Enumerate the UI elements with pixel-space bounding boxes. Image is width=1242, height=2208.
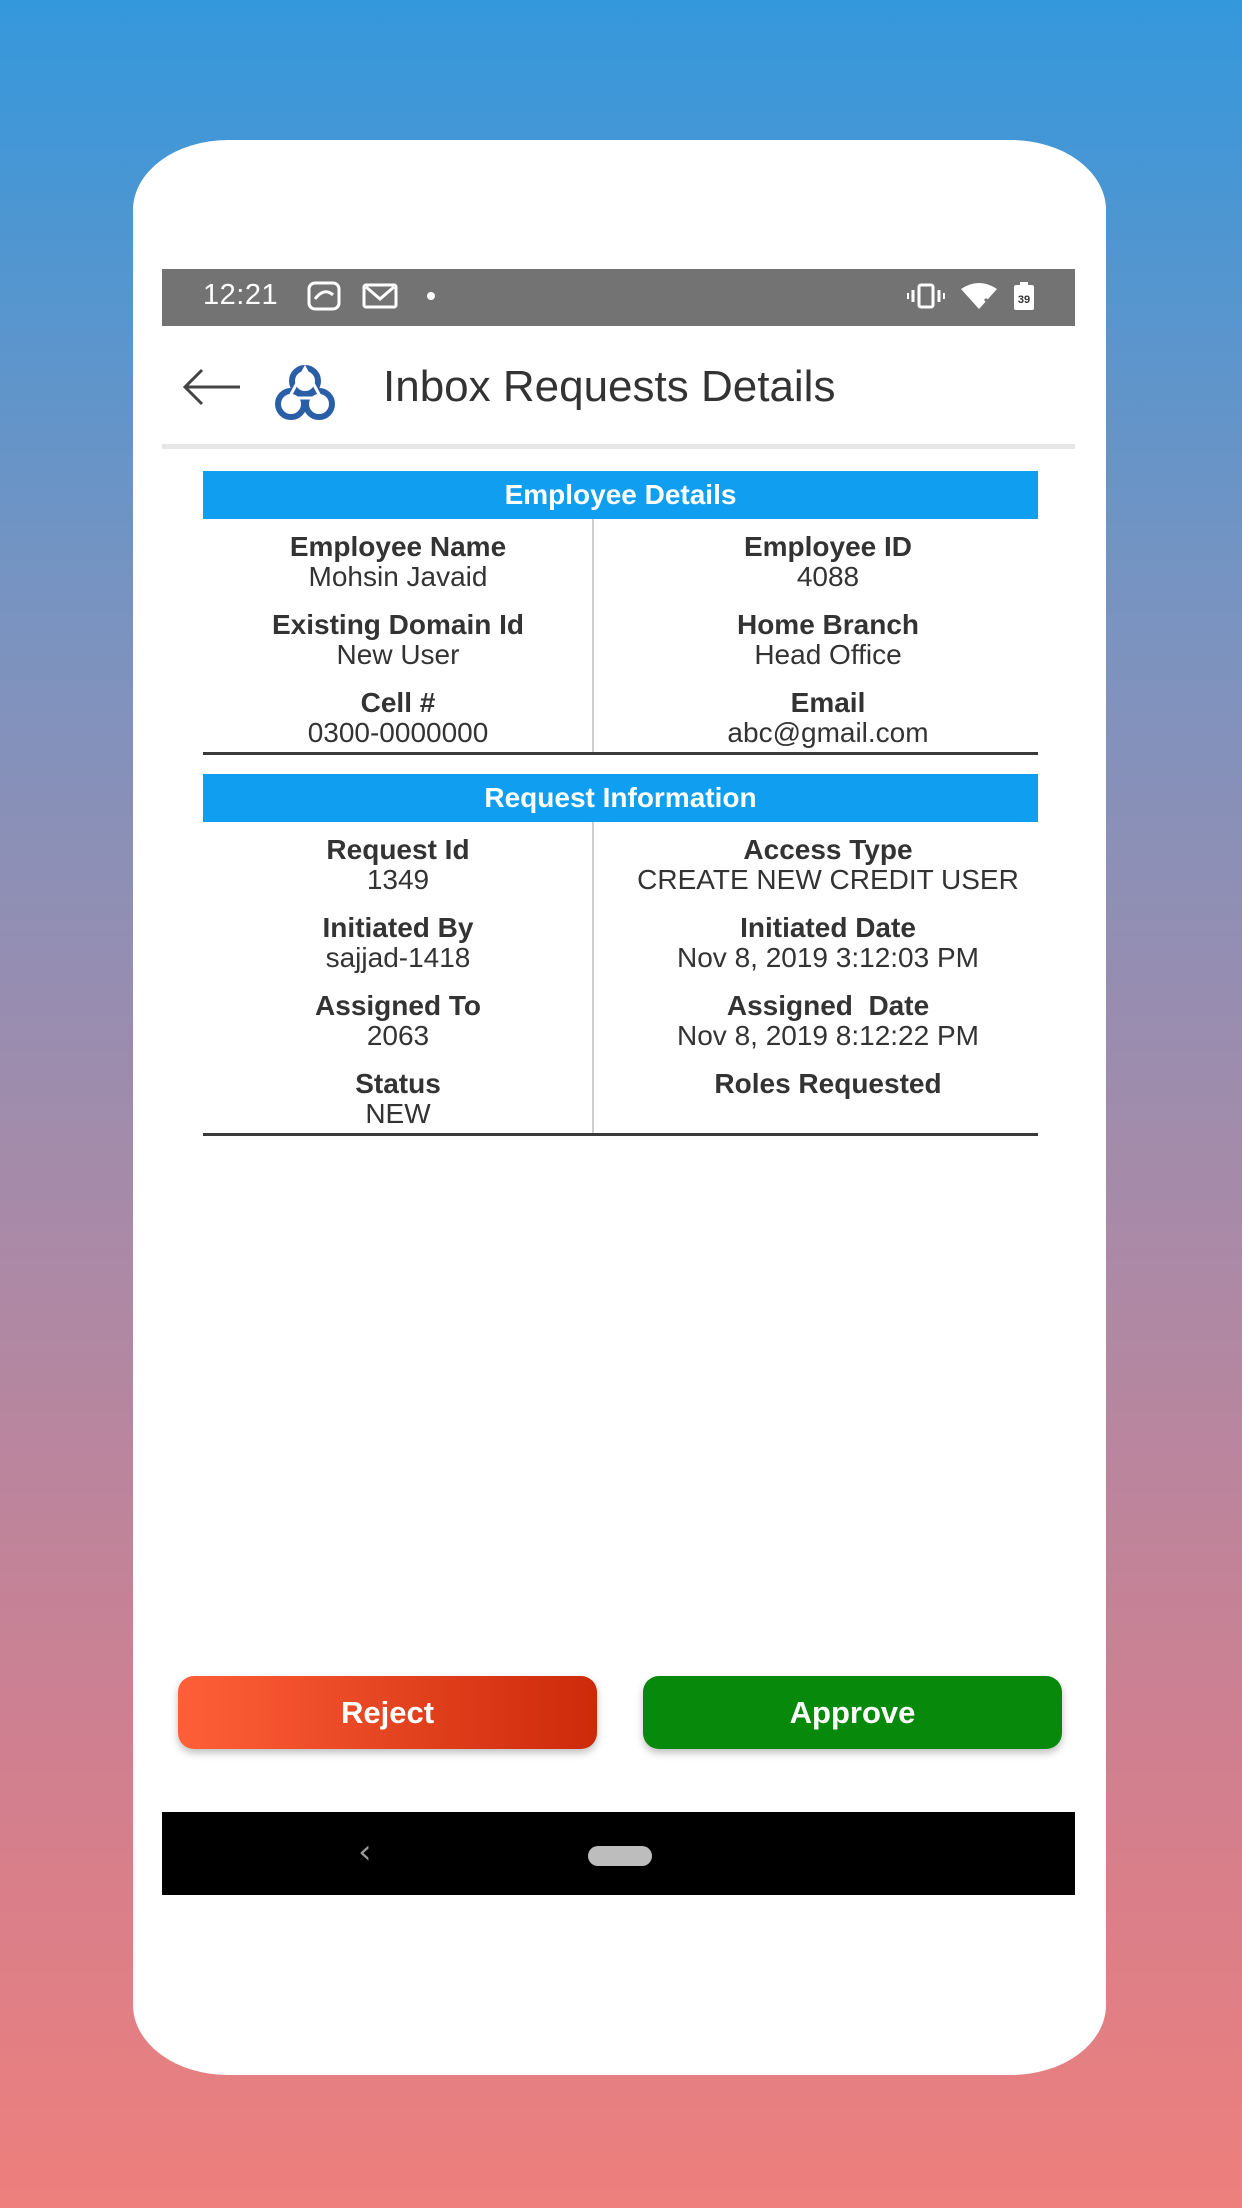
field-value: Mohsin Javaid <box>308 561 488 592</box>
access-type-field <box>618 835 1038 895</box>
wifi-icon <box>959 281 999 311</box>
cell-number-field <box>203 688 593 748</box>
employee-details-header: Employee Details <box>203 471 1038 519</box>
nav-home-pill[interactable] <box>588 1846 652 1866</box>
field-label: Employee Name <box>289 531 507 562</box>
request-information-header: Request Information <box>203 774 1038 822</box>
field-label: Home Branch <box>736 609 920 640</box>
field-label: Existing Domain Id <box>271 609 525 640</box>
app-screen <box>162 269 1075 1895</box>
employee-details-grid <box>203 519 1038 755</box>
vibrate-icon <box>907 281 945 311</box>
dot-icon <box>424 281 438 311</box>
field-label: Roles Requested <box>714 1068 942 1099</box>
email-field <box>618 688 1038 748</box>
roles-requested-field <box>618 1069 1038 1099</box>
gmail-icon <box>362 281 398 311</box>
home-branch-field <box>618 610 1038 670</box>
field-value: CREATE NEW CREDIT USER <box>637 864 1019 895</box>
initiated-date-field <box>618 913 1038 973</box>
initiated-by-field <box>203 913 593 973</box>
request-information-grid <box>203 822 1038 1136</box>
reject-button[interactable]: Reject <box>178 1676 597 1749</box>
field-value: Nov 8, 2019 3:12:03 PM <box>677 942 979 973</box>
field-label: Assigned To <box>315 990 481 1021</box>
field-label: Access Type <box>743 834 913 865</box>
field-label: Assigned Date <box>726 990 930 1021</box>
battery-level: 39 <box>1017 294 1031 306</box>
assigned-date-field <box>618 991 1038 1051</box>
field-label: Cell # <box>360 687 436 718</box>
approve-button[interactable]: Approve <box>643 1676 1062 1749</box>
field-value: abc@gmail.com <box>727 717 929 748</box>
field-value: 0300-0000000 <box>307 717 489 748</box>
system-nav-bar <box>162 1812 1075 1895</box>
field-label: Status <box>355 1068 441 1099</box>
request-id-field <box>203 835 593 895</box>
battery-icon <box>1013 281 1035 311</box>
status-field <box>203 1069 593 1129</box>
field-label: Initiated By <box>322 912 474 943</box>
field-value: Nov 8, 2019 8:12:22 PM <box>677 1020 979 1051</box>
field-value: New User <box>336 639 460 670</box>
field-value: NEW <box>365 1098 431 1129</box>
employee-name-field <box>203 532 593 592</box>
bank-logo-icon <box>271 362 339 422</box>
app-bar <box>162 326 1075 449</box>
field-value: 1349 <box>366 864 430 895</box>
field-label: Employee ID <box>743 531 913 562</box>
field-label: Request Id <box>326 834 470 865</box>
field-value: Head Office <box>754 639 902 670</box>
existing-domain-id-field <box>203 610 593 670</box>
field-label: Initiated Date <box>740 912 916 943</box>
status-bar <box>162 269 1075 326</box>
assigned-to-field <box>203 991 593 1051</box>
page-title: Inbox Requests Details <box>383 362 836 411</box>
field-value: 2063 <box>366 1020 430 1051</box>
field-value: 4088 <box>796 561 860 592</box>
employee-id-field <box>618 532 1038 592</box>
back-arrow-icon[interactable] <box>182 368 242 406</box>
status-time: 12:21 <box>203 279 279 311</box>
nav-back-icon[interactable]: ‹ <box>358 1832 372 1872</box>
field-value: sajjad-1418 <box>325 942 471 973</box>
field-label: Email <box>790 687 866 718</box>
notification-app-icon <box>307 281 341 311</box>
